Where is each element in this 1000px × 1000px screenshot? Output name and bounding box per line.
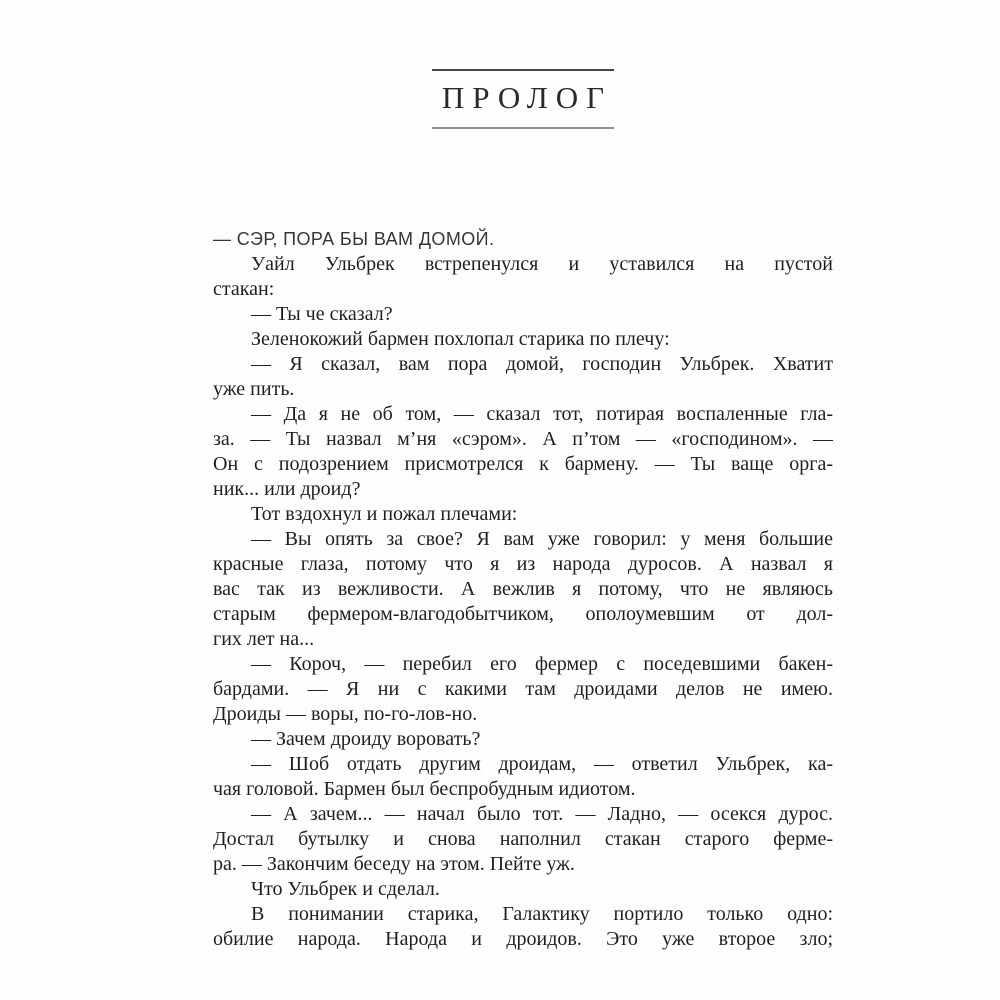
text-line: — Короч, — перебил его фермер с поседевшими бакен- (251, 653, 833, 675)
text-line: Достал бутылку и снова наполнил стакан старого ферме- (213, 828, 833, 850)
chapter-title: ПРОЛОГ (441, 80, 613, 115)
text-line: — Да я не об том, — сказал тот, потирая воспаленные гла- (251, 403, 833, 425)
text-line: — Зачем дроиду воровать? (251, 728, 481, 750)
text-line: Зеленокожий бармен похлопал старика по плечу: (251, 328, 670, 350)
text-line: старым фермером-влагодобытчиком, ополоумевшим от дол- (213, 603, 833, 625)
text-line: Он с подозрением присмотрелся к бармену. — Ты ваще орга- (213, 453, 833, 475)
text-line: Что Ульбрек и сделал. (251, 878, 440, 900)
chapter-header-frame (432, 69, 614, 129)
text-line: Дроиды — воры, по-го-лов-но. (213, 703, 478, 725)
text-line: — СЭР, ПОРА БЫ ВАМ ДОМОЙ. (213, 229, 495, 249)
header-rule-bottom (432, 127, 614, 129)
text-line: ник... или дроид? (213, 478, 361, 500)
chapter-header (213, 69, 833, 129)
text-line: — А зачем... — начал было тот. — Ладно, — осекся дурос. (251, 803, 833, 825)
text-line: — Я сказал, вам пора домой, господин Ульбрек. Хватит (251, 353, 833, 375)
text-line: красные глаза, потому что я из народа дуросов. А назвал я (213, 553, 833, 575)
text-line: В понимании старика, Галактику портило только одно: (251, 903, 833, 925)
text-line: Тот вздохнул и пожал плечами: (251, 503, 518, 525)
text-line: бардами. — Я ни с какими там дроидами делов не имею. (213, 678, 833, 700)
text-line: чая головой. Бармен был беспробудным идиотом. (213, 778, 636, 800)
text-line: вас так из вежливости. А вежлив я потому, что не являюсь (213, 578, 833, 600)
text-line: гих лет на... (213, 628, 315, 650)
text-line: за. — Ты назвал м’ня «сэром». А п’том — «господином». — (213, 428, 833, 450)
text-line: стакан: (213, 278, 275, 300)
text-line: Уайл Ульбрек встрепенулся и уставился на пустой (251, 253, 833, 275)
text-block (213, 227, 833, 952)
text-line: обилие народа. Народа и дроидов. Это уже второе зло; (213, 928, 833, 950)
text-line: ра. — Закончим беседу на этом. Пейте уж. (213, 853, 575, 875)
text-line: — Ты че сказал? (251, 303, 393, 325)
text-line: уже пить. (213, 378, 295, 400)
text-line: — Вы опять за свое? Я вам уже говорил: у меня большие (251, 528, 833, 550)
text-line: — Шоб отдать другим дроидам, — ответил Ульбрек, ка- (251, 753, 833, 775)
